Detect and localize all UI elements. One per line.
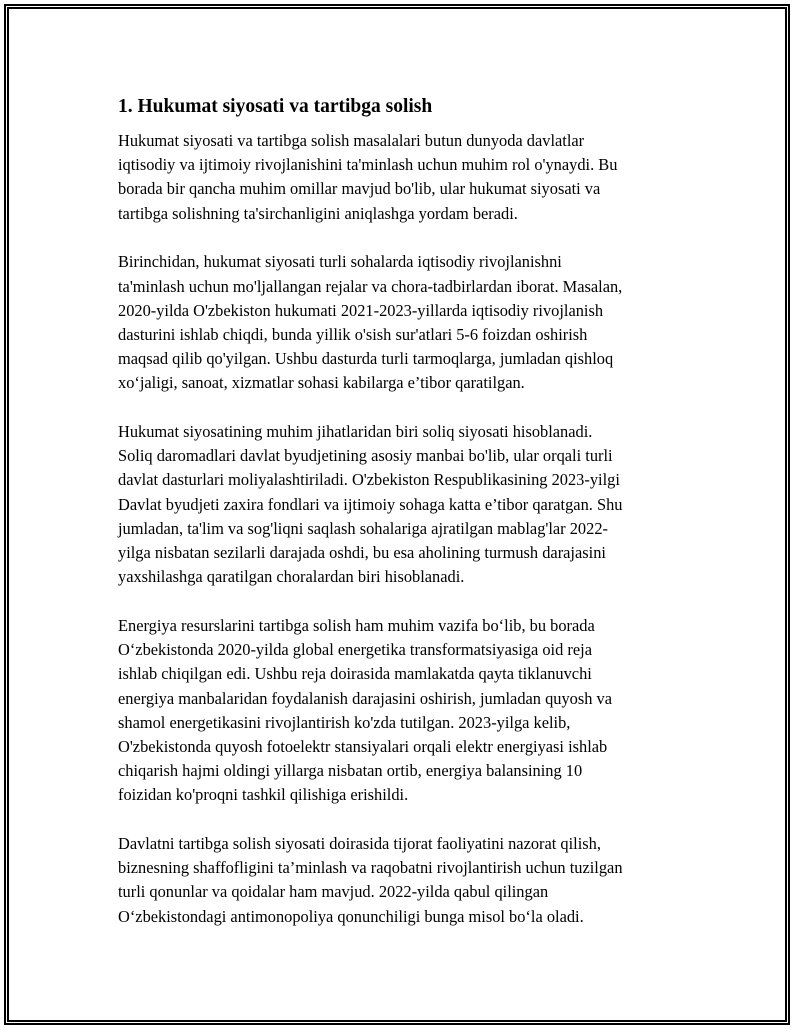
text-line: Davlatni tartibga solish siyosati doirasida tijorat faoliyatini nazorat qilish,: [118, 834, 601, 854]
text-line: chiqarish hajmi oldingi yillarga nisbatan ortib, energiya balansining 10: [118, 761, 583, 781]
text-line: energiya manbalaridan foydalanish darajasini oshirish, jumladan quyosh va: [118, 688, 613, 708]
text-line: ta'minlash uchun mo'ljallangan rejalar va chora-tadbirlardan iborat. Masalan,: [118, 276, 623, 296]
section-heading: 1. Hukumat siyosati va tartibga solish: [118, 96, 433, 117]
text-line: O'zbekistonda quyosh fotoelektr stansiyalari orqali elektr energiyasi ishlab: [118, 736, 608, 756]
paragraph-4: [118, 614, 688, 808]
text-line: borada bir qancha muhim omillar mavjud bo'lib, ular hukumat siyosati va: [118, 179, 601, 199]
text-line: yaxshilashga qaratilgan choralardan biri hisoblanadi.: [118, 567, 465, 587]
text-line: O‘zbekistonda 2020-yilda global energetika transformatsiyasiga oid reja: [118, 640, 592, 660]
text-line: tartibga solishning ta'sirchanligini aniqlashga yordam beradi.: [118, 203, 518, 223]
text-line: 2020-yilda O'zbekiston hukumati 2021-2023-yillarda iqtisodiy rivojlanish: [118, 300, 604, 320]
paragraph-1: [118, 129, 688, 226]
text-line: Hukumat siyosati va tartibga solish masalalari butun dunyoda davlatlar: [118, 131, 585, 150]
text-line: Birinchidan, hukumat siyosati turli sohalarda iqtisodiy rivojlanishni: [118, 252, 562, 272]
text-line: ishlab chiqilgan edi. Ushbu reja doirasida mamlakatda qayta tiklanuvchi: [118, 664, 592, 684]
text-line: jumladan, ta'lim va sog'liqni saqlash sohalariga ajratilgan mablag'lar 2022-: [118, 518, 608, 538]
text-line: O‘zbekistondagi antimonopoliya qonunchiligi bunga misol bo‘la oladi.: [118, 906, 584, 926]
text-line: turli qonunlar va qoidalar ham mavjud. 2022-yilda qabul qilingan: [118, 882, 549, 902]
text-line: Energiya resurslarini tartibga solish ham muhim vazifa bo‘lib, bu borada: [118, 615, 595, 635]
paragraph-3: [118, 420, 688, 589]
document-body: [118, 94, 688, 953]
text-line: davlat dasturlari moliyalashtiriladi. O'zbekiston Respublikasining 2023-yilgi: [118, 470, 620, 490]
text-line: xo‘jaligi, sanoat, xizmatlar sohasi kabilarga e’tibor qaratilgan.: [118, 373, 525, 393]
text-line: Hukumat siyosatining muhim jihatlaridan biri soliq siyosati hisoblanadi.: [118, 422, 593, 442]
text-line: Davlat byudjeti zaxira fondlari va ijtimoiy sohaga katta e’tibor qaratgan. Shu: [118, 494, 623, 514]
text-line: iqtisodiy va ijtimoiy rivojlanishini ta'minlash uchun muhim rol o'ynaydi. Bu: [118, 155, 618, 175]
text-line: maqsad qilib qo'yilgan. Ushbu dasturda turli tarmoqlarga, jumladan qishloq: [118, 349, 614, 369]
text-line: shamol energetikasini rivojlantirish ko'zda tutilgan. 2023-yilga kelib,: [118, 712, 571, 732]
paragraph-2: [118, 250, 688, 395]
text-line: dasturini ishlab chiqdi, bunda yillik o'sish sur'atlari 5-6 foizdan oshirish: [118, 324, 588, 344]
text-line: yilga nisbatan sezilarli darajada oshdi, bu esa aholining turmush darajasini: [118, 543, 606, 563]
text-line: foizidan ko'proqni tashkil qilishiga erishildi.: [118, 785, 409, 805]
paragraph-5: [118, 832, 688, 929]
text-line: Soliq daromadlari davlat byudjetining asosiy manbai bo'lib, ular orqali turli: [118, 446, 613, 466]
text-line: biznesning shaffofligini ta’minlash va raqobatni rivojlantirish uchun tuzilgan: [118, 858, 623, 878]
